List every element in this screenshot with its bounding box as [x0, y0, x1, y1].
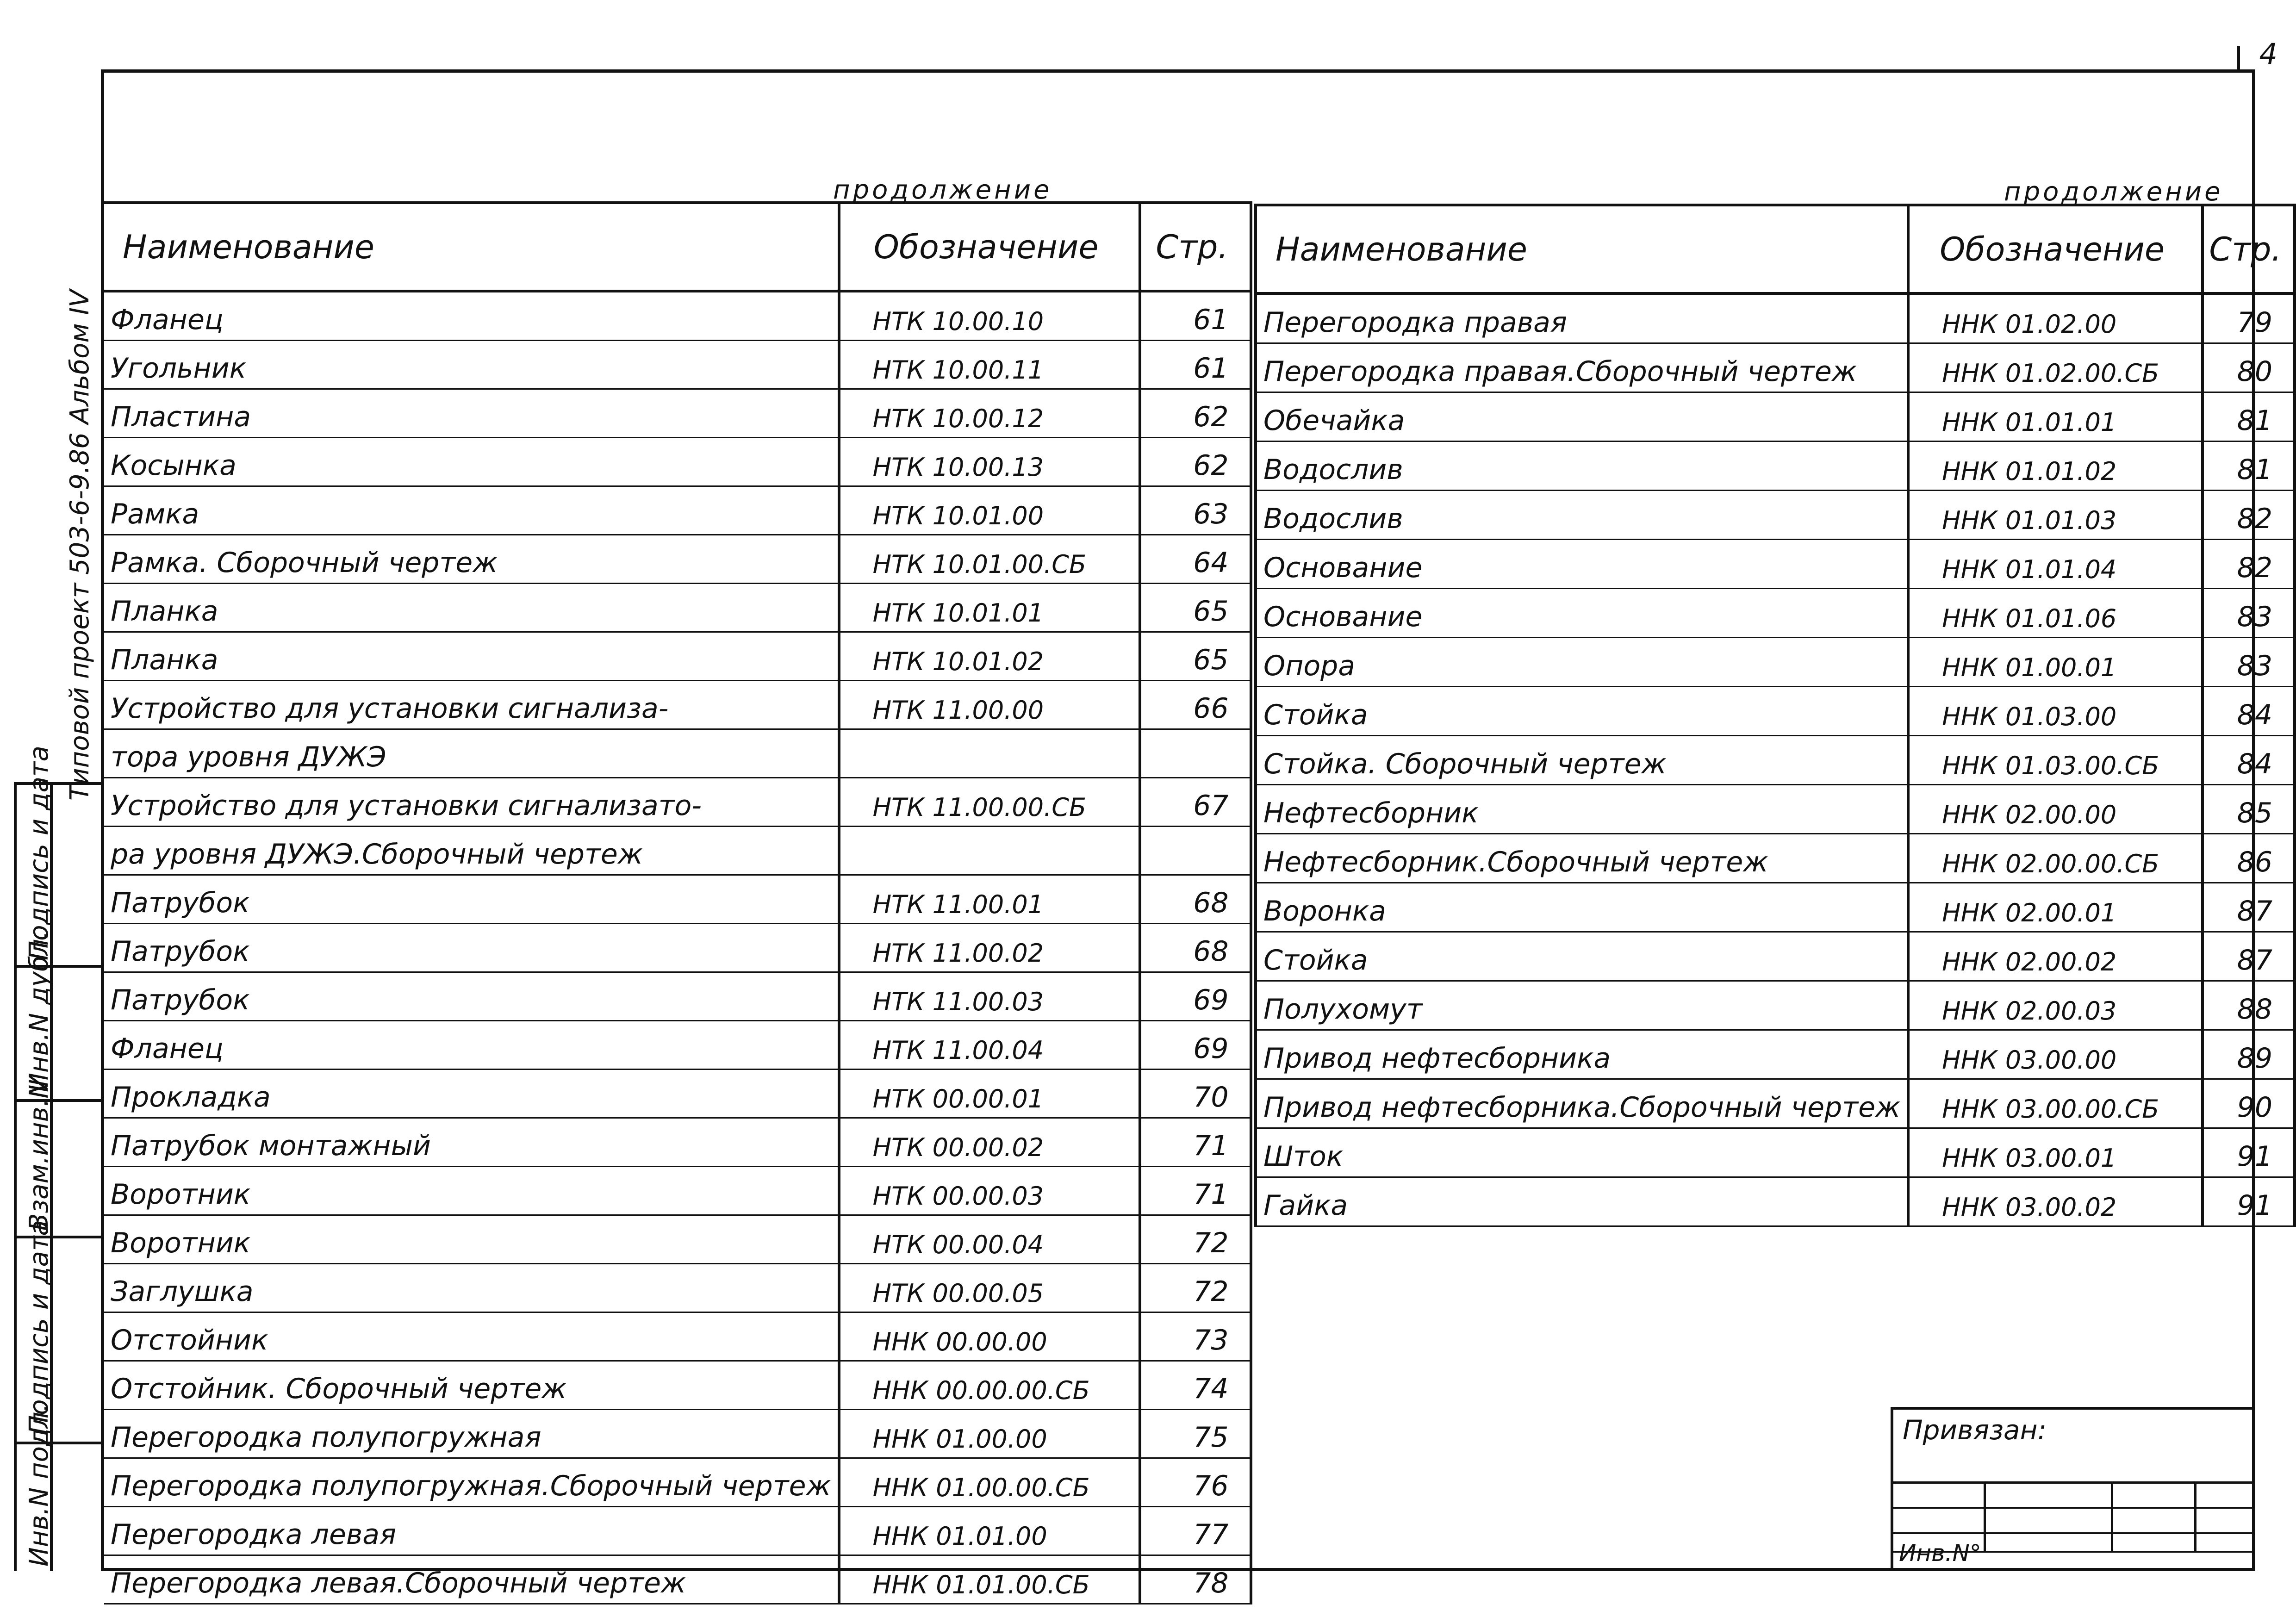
header-code: Обозначение [1908, 205, 2203, 293]
table-row [1256, 442, 2295, 491]
header-page: Стр. [1140, 203, 1251, 291]
row-page: 87 [2203, 883, 2295, 932]
row-code: НТК 11.00.04 [839, 1021, 1140, 1070]
table-row [104, 341, 1251, 389]
row-name: Патрубок [104, 875, 839, 924]
row-code: ННК 01.01.03 [1908, 491, 2203, 540]
row-page: 70 [1140, 1070, 1251, 1118]
table-row [1256, 540, 2295, 589]
row-name: Нефтесборник [1256, 785, 1908, 834]
table-row [1256, 343, 2295, 392]
row-code: ННК 03.00.02 [1908, 1177, 2203, 1226]
header-name: Наименование [1256, 205, 1908, 293]
table-row [104, 1458, 1251, 1507]
row-page: 71 [1140, 1167, 1251, 1215]
row-code: НТК 00.00.01 [839, 1070, 1140, 1118]
sheet-number: 4 [2259, 37, 2277, 71]
stamp-field-inv-dubl: Инв.N дубл. [24, 931, 54, 1092]
row-name: Рамка [104, 486, 839, 535]
row-name: Воронка [1256, 883, 1908, 932]
row-page: 69 [1140, 1021, 1251, 1070]
row-page: 77 [1140, 1507, 1251, 1555]
row-page: 67 [1140, 778, 1251, 827]
table-header [1256, 205, 2295, 293]
table-row [104, 1021, 1251, 1070]
row-page: 62 [1140, 389, 1251, 438]
table-row [104, 827, 1251, 875]
row-name: Планка [104, 632, 839, 681]
row-code: НТК 10.01.00 [839, 486, 1140, 535]
table-row [1256, 687, 2295, 736]
row-page: 68 [1140, 924, 1251, 972]
row-name: Перегородка левая [104, 1507, 839, 1555]
row-name: Перегородка правая.Сборочный чертеж [1256, 343, 1908, 392]
row-code: НТК 11.00.00 [839, 681, 1140, 729]
row-code: ННК 02.00.00.СБ [1908, 834, 2203, 883]
table-row [104, 1264, 1251, 1312]
row-page: 62 [1140, 438, 1251, 486]
header-code: Обозначение [839, 203, 1140, 291]
table-row [104, 291, 1251, 341]
table-row [1256, 932, 2295, 981]
row-code: ННК 03.00.00.СБ [1908, 1079, 2203, 1128]
table-row [104, 584, 1251, 632]
table-row [104, 1070, 1251, 1118]
header-name: Наименование [104, 203, 839, 291]
table-row [104, 535, 1251, 584]
row-code: ННК 01.01.01 [1908, 392, 2203, 442]
table-row [104, 1215, 1251, 1264]
table-row [1256, 392, 2295, 442]
row-name: Перегородка левая.Сборочный чертеж [104, 1555, 839, 1604]
row-code: НТК 11.00.02 [839, 924, 1140, 972]
table-row [104, 1118, 1251, 1167]
row-page: 64 [1140, 535, 1251, 584]
table-row [104, 1312, 1251, 1361]
table-row [1256, 589, 2295, 638]
row-name: Устройство для установки сигнализато- [104, 778, 839, 827]
table-row [1256, 834, 2295, 883]
row-page: 74 [1140, 1361, 1251, 1410]
row-page: 73 [1140, 1312, 1251, 1361]
row-page: 82 [2203, 491, 2295, 540]
row-page: 91 [2203, 1177, 2295, 1226]
table-row [104, 1507, 1251, 1555]
row-name: Угольник [104, 341, 839, 389]
row-code: ННК 02.00.02 [1908, 932, 2203, 981]
table-row [104, 486, 1251, 535]
row-code: ННК 00.00.00.СБ [839, 1361, 1140, 1410]
row-page: 68 [1140, 875, 1251, 924]
spec-table-left [104, 201, 1252, 1604]
row-page [1140, 827, 1251, 875]
row-code: НТК 10.01.00.СБ [839, 535, 1140, 584]
table-row [104, 729, 1251, 778]
table-row [104, 972, 1251, 1021]
row-page: 76 [1140, 1458, 1251, 1507]
row-code: НТК 00.00.03 [839, 1167, 1140, 1215]
table-row [104, 875, 1251, 924]
table-row [1256, 736, 2295, 785]
table-row [104, 1555, 1251, 1604]
row-name: Обечайка [1256, 392, 1908, 442]
row-page: 71 [1140, 1118, 1251, 1167]
row-name: Стойка [1256, 687, 1908, 736]
row-code: ННК 01.02.00.СБ [1908, 343, 2203, 392]
row-code: ННК 03.00.00 [1908, 1030, 2203, 1079]
row-page: 83 [2203, 589, 2295, 638]
album-label: Типовой проект 503-6-9.86 Альбом IV [65, 289, 95, 801]
row-code: ННК 01.03.00 [1908, 687, 2203, 736]
row-name: Воротник [104, 1167, 839, 1215]
header-page: Стр. [2203, 205, 2295, 293]
row-page: 82 [2203, 540, 2295, 589]
row-code: НТК 10.00.10 [839, 291, 1140, 341]
row-name: тора уровня ДУЖЭ [104, 729, 839, 778]
table-row [104, 389, 1251, 438]
row-page: 83 [2203, 638, 2295, 687]
row-name: Патрубок монтажный [104, 1118, 839, 1167]
row-name: Стойка [1256, 932, 1908, 981]
inventory-label: Инв.N° [1899, 1540, 1981, 1567]
row-name: Полухомут [1256, 981, 1908, 1030]
stamp-field-signature-2: Подпись и дата [24, 1220, 54, 1435]
row-code: ННК 00.00.00 [839, 1312, 1140, 1361]
binding-label: Привязан: [1903, 1414, 2047, 1446]
row-name: Заглушка [104, 1264, 839, 1312]
row-code: ННК 02.00.01 [1908, 883, 2203, 932]
row-code: НТК 10.00.12 [839, 389, 1140, 438]
table-row [1256, 1128, 2295, 1177]
table-row [1256, 785, 2295, 834]
row-name: Основание [1256, 540, 1908, 589]
table-row [104, 632, 1251, 681]
row-page: 69 [1140, 972, 1251, 1021]
row-name: Отстойник. Сборочный чертеж [104, 1361, 839, 1410]
row-page: 79 [2203, 293, 2295, 343]
row-code: НТК 00.00.04 [839, 1215, 1140, 1264]
row-name: Перегородка правая [1256, 293, 1908, 343]
row-page: 84 [2203, 736, 2295, 785]
row-code: ННК 01.01.00.СБ [839, 1555, 1140, 1604]
row-code: НТК 11.00.03 [839, 972, 1140, 1021]
row-name: Отстойник [104, 1312, 839, 1361]
row-code: ННК 01.03.00.СБ [1908, 736, 2203, 785]
table-row [1256, 1079, 2295, 1128]
stamp-field-vzam-inv: Взам.инв.N [24, 1079, 54, 1231]
row-name: Нефтесборник.Сборочный чертеж [1256, 834, 1908, 883]
row-page: 85 [2203, 785, 2295, 834]
row-name: Перегородка полупогружная [104, 1410, 839, 1458]
table-row [1256, 1030, 2295, 1079]
table-row [1256, 638, 2295, 687]
row-name: Привод нефтесборника.Сборочный чертеж [1256, 1079, 1908, 1128]
row-name: Рамка. Сборочный чертеж [104, 535, 839, 584]
side-stamp [0, 0, 101, 1571]
row-name: Воротник [104, 1215, 839, 1264]
row-page: 81 [2203, 442, 2295, 491]
row-name: Привод нефтесборника [1256, 1030, 1908, 1079]
table-row [104, 1410, 1251, 1458]
row-name: Пластина [104, 389, 839, 438]
row-name: Основание [1256, 589, 1908, 638]
row-page: 87 [2203, 932, 2295, 981]
row-code: ННК 01.00.00.СБ [839, 1458, 1140, 1507]
stamp-field-signature-1: Подпись и дата [24, 746, 54, 960]
row-page: 65 [1140, 632, 1251, 681]
row-page: 91 [2203, 1128, 2295, 1177]
row-page: 61 [1140, 291, 1251, 341]
row-page: 84 [2203, 687, 2295, 736]
row-page: 90 [2203, 1079, 2295, 1128]
row-code: ННК 01.00.01 [1908, 638, 2203, 687]
row-page: 75 [1140, 1410, 1251, 1458]
table-row [1256, 981, 2295, 1030]
row-code: ННК 01.01.02 [1908, 442, 2203, 491]
row-name: Патрубок [104, 972, 839, 1021]
row-code: НТК 11.00.01 [839, 875, 1140, 924]
table-row [1256, 293, 2295, 343]
row-page: 65 [1140, 584, 1251, 632]
row-code: НТК 00.00.05 [839, 1264, 1140, 1312]
table-row [1256, 1177, 2295, 1226]
table-row [104, 778, 1251, 827]
row-name: Шток [1256, 1128, 1908, 1177]
row-code: ННК 01.01.06 [1908, 589, 2203, 638]
row-name: Опора [1256, 638, 1908, 687]
sheet-number-tick [2237, 46, 2240, 72]
row-name: Патрубок [104, 924, 839, 972]
row-page: 61 [1140, 341, 1251, 389]
row-page: 72 [1140, 1264, 1251, 1312]
row-code: НТК 10.01.01 [839, 584, 1140, 632]
table-row [104, 924, 1251, 972]
row-name: Прокладка [104, 1070, 839, 1118]
row-name: Гайка [1256, 1177, 1908, 1226]
row-name: Перегородка полупогружная.Сборочный чертеж [104, 1458, 839, 1507]
row-page: 78 [1140, 1555, 1251, 1604]
row-code: ННК 01.02.00 [1908, 293, 2203, 343]
row-code: НТК 10.01.02 [839, 632, 1140, 681]
table-row [104, 681, 1251, 729]
row-name: Водослив [1256, 442, 1908, 491]
row-code: ННК 01.01.04 [1908, 540, 2203, 589]
row-name: Фланец [104, 1021, 839, 1070]
table-row [104, 1361, 1251, 1410]
table-row [1256, 491, 2295, 540]
row-page: 86 [2203, 834, 2295, 883]
stamp-field-inv-podl: Инв.N подл. [24, 1403, 54, 1567]
table-header [104, 203, 1251, 291]
row-code: ННК 02.00.00 [1908, 785, 2203, 834]
row-page: 72 [1140, 1215, 1251, 1264]
binding-block [1891, 1407, 2255, 1571]
row-code: НТК 10.00.13 [839, 438, 1140, 486]
row-code [839, 729, 1140, 778]
row-code: НТК 10.00.11 [839, 341, 1140, 389]
table-row [1256, 883, 2295, 932]
row-name: ра уровня ДУЖЭ.Сборочный чертеж [104, 827, 839, 875]
row-code: ННК 01.00.00 [839, 1410, 1140, 1458]
row-name: Устройство для установки сигнализа- [104, 681, 839, 729]
table-row [104, 1167, 1251, 1215]
continuation-label-left: продолжение [833, 175, 1052, 205]
row-name: Планка [104, 584, 839, 632]
row-name: Косынка [104, 438, 839, 486]
row-page: 80 [2203, 343, 2295, 392]
row-code: ННК 01.01.00 [839, 1507, 1140, 1555]
row-code [839, 827, 1140, 875]
row-page: 63 [1140, 486, 1251, 535]
row-name: Фланец [104, 291, 839, 341]
spec-table-right [1254, 204, 2296, 1227]
continuation-label-right: продолжение [2004, 177, 2223, 207]
row-page: 66 [1140, 681, 1251, 729]
table-row [104, 438, 1251, 486]
row-code: НТК 00.00.02 [839, 1118, 1140, 1167]
row-name: Стойка. Сборочный чертеж [1256, 736, 1908, 785]
row-code: НТК 11.00.00.СБ [839, 778, 1140, 827]
row-code: ННК 02.00.03 [1908, 981, 2203, 1030]
row-code: ННК 03.00.01 [1908, 1128, 2203, 1177]
row-page: 81 [2203, 392, 2295, 442]
row-name: Водослив [1256, 491, 1908, 540]
row-page: 88 [2203, 981, 2295, 1030]
row-page [1140, 729, 1251, 778]
row-page: 89 [2203, 1030, 2295, 1079]
